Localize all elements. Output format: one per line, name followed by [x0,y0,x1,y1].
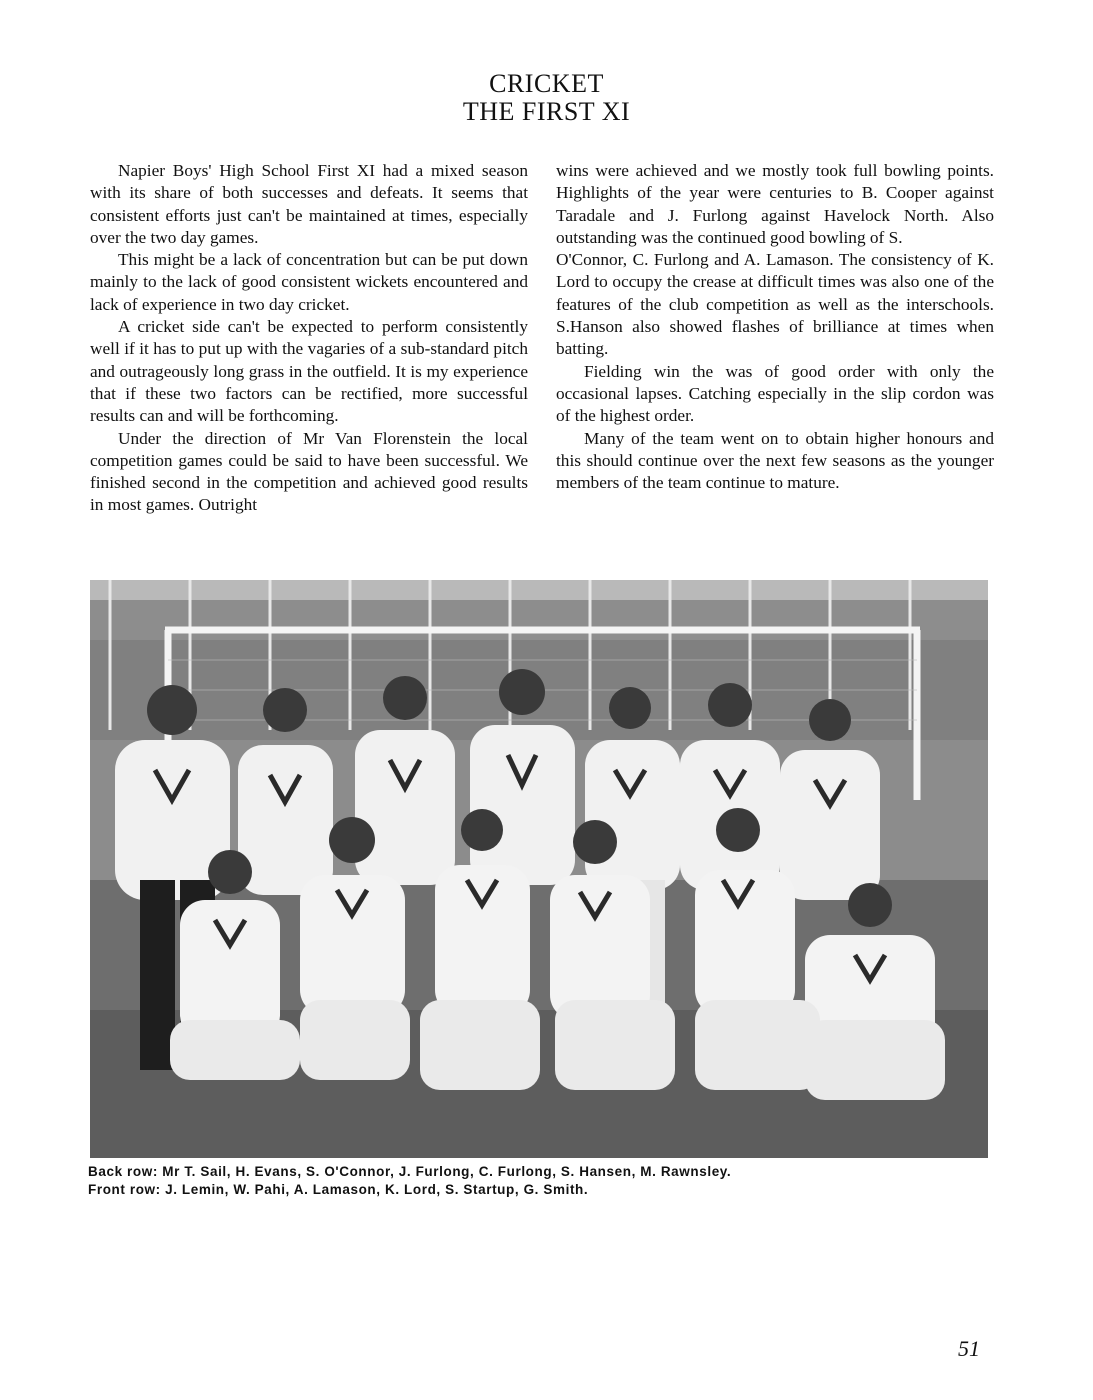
paragraph: A cricket side can't be expected to perform consistently well if it has to put up with the vagaries of a sub-standard pitch and outrageously long grass in the outfield. It is my experience that if these two factors can be rectified, more successful results can and will be forthcoming. [90,317,528,426]
paragraph: Many of the team went on to obtain higher honours and this should continue over the next few seasons as the younger members of the team continue to mature. [556,428,994,493]
page-title [0,70,1093,126]
team-photo [90,580,988,1158]
paragraph: Fielding win the was of good order with only the occasional lapses. Catching especially in the slip cordon was of the highest order. [556,361,994,426]
paragraph: wins were achieved and we mostly took full bowling points. Highlights of the year were centuries to B. Cooper against Taradale and J. Furlong against Havelock North. Also outstanding was the continued good bowling of S. [556,161,994,247]
title-line-1: CRICKET [489,69,604,98]
title-line-2: THE FIRST XI [462,97,631,126]
page-number: 51 [958,1336,980,1361]
right-column [556,160,994,494]
caption-front-row: Front row: J. Lemin, W. Pahi, A. Lamason, K. Lord, S. Startup, G. Smith. [88,1182,589,1197]
caption-back-row: Back row: Mr T. Sail, H. Evans, S. O'Connor, J. Furlong, C. Furlong, S. Hansen, M. Rawnsley. [88,1164,732,1179]
photo-caption [88,1163,998,1199]
paragraph: Under the direction of Mr Van Florenstein the local competition games could be said to have been successful. We finished second in the competition and achieved good results in most games. Outright [90,428,528,515]
paragraph: Napier Boys' High School First XI had a mixed season with its share of both successes and defeats. It seems that consistent efforts just can't be maintained at times, especially over the two day games. [90,161,528,247]
paragraph: This might be a lack of concentration but can be put down mainly to the lack of good consistent wickets encountered and lack of experience in two day cricket. [90,250,528,314]
left-column [90,160,528,517]
paragraph: O'Connor, C. Furlong and A. Lamason. The consistency of K. Lord to occupy the crease at difficult times was also one of the features of the club competition as well as the interschools. S.Hanson also showed flashes of brilliance at times when batting. [556,250,994,359]
